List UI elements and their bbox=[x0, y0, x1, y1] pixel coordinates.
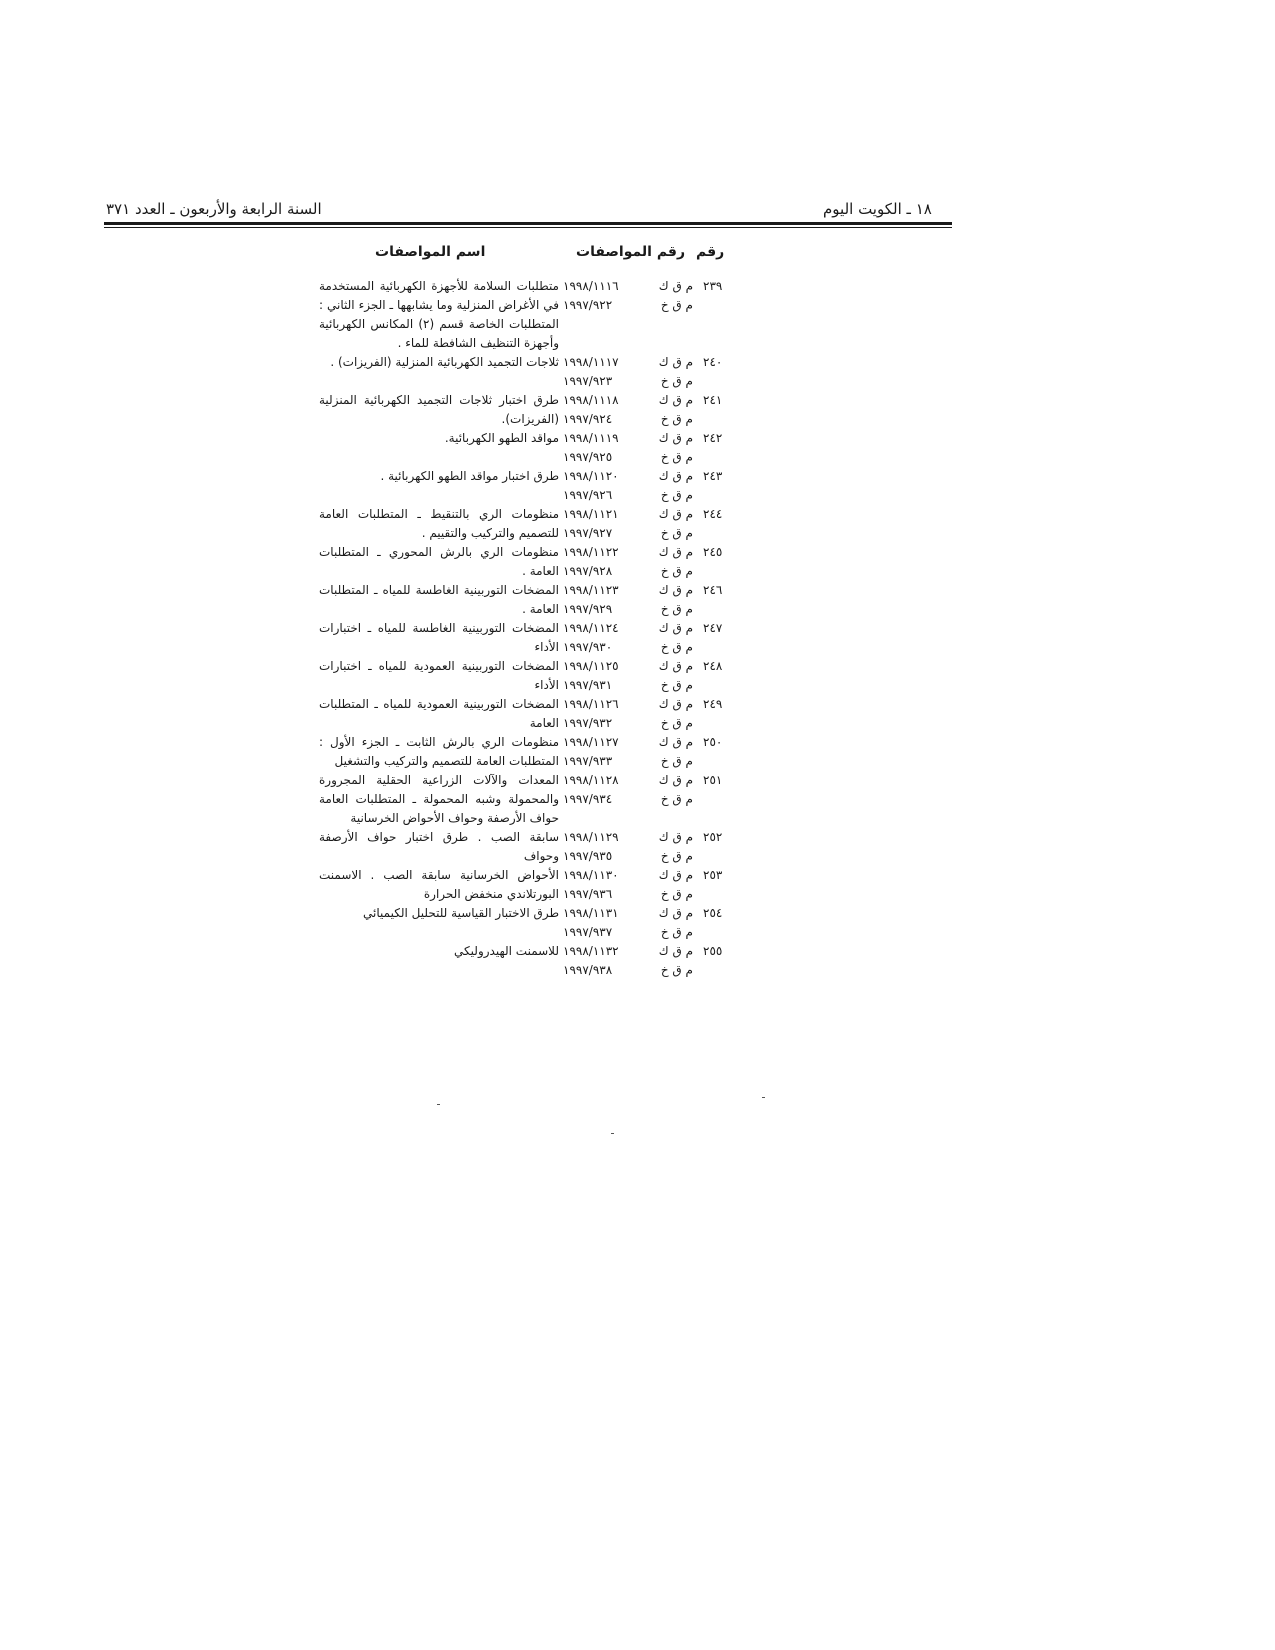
spec-entry bbox=[0, 828, 1275, 866]
entry-number: ٢٤٨ bbox=[703, 659, 723, 673]
code-prefix: م ق خ bbox=[660, 488, 693, 502]
code-prefix: م ق خ bbox=[660, 963, 693, 977]
code-value: ١٩٩٧/٩٣١ bbox=[563, 678, 613, 692]
code-prefix: م ق خ bbox=[660, 849, 693, 863]
spec-entry bbox=[0, 277, 1275, 353]
entry-number: ٢٥٢ bbox=[703, 830, 723, 844]
code-prefix: م ق ك bbox=[658, 621, 693, 635]
code-value: ١٩٩٧/٩٣٧ bbox=[563, 925, 613, 939]
code-value: ١٩٩٨/١١١٩ bbox=[563, 431, 619, 445]
code-prefix: م ق ك bbox=[658, 469, 693, 483]
entry-description: المضخات التوربينية الغاطسة للمياه ـ المتطلبات العامة . bbox=[319, 583, 559, 616]
entry-description: منظومات الري بالرش الثابت ـ الجزء الأول : المتطلبات العامة للتصميم والتركيب والتشغيل bbox=[319, 735, 559, 768]
entry-description: المضخات التوربينية العمودية للمياه ـ اختبارات الأداء bbox=[319, 659, 559, 692]
entry-description: مواقد الطهو الكهربائية. bbox=[444, 431, 559, 445]
entry-number: ٢٤٩ bbox=[703, 697, 723, 711]
code-line bbox=[563, 467, 693, 486]
spec-entry bbox=[0, 581, 1275, 619]
code-value: ١٩٩٧/٩٣٥ bbox=[563, 849, 613, 863]
code-line bbox=[563, 885, 693, 904]
code-line bbox=[563, 581, 693, 600]
code-line bbox=[563, 904, 693, 923]
code-value: ١٩٩٧/٩٢٤ bbox=[563, 412, 613, 426]
code-line bbox=[563, 543, 693, 562]
code-prefix: م ق ك bbox=[658, 830, 693, 844]
code-value: ١٩٩٧/٩٢٦ bbox=[563, 488, 613, 502]
entry-description: المضخات التوربينية العمودية للمياه ـ المتطلبات العامة bbox=[319, 697, 559, 730]
entry-number: ٢٥٥ bbox=[703, 944, 723, 958]
entry-codes bbox=[563, 657, 693, 695]
code-line bbox=[563, 505, 693, 524]
code-line bbox=[563, 429, 693, 448]
code-prefix: م ق ك bbox=[658, 697, 693, 711]
code-prefix: م ق ك bbox=[658, 583, 693, 597]
code-line bbox=[563, 847, 693, 866]
code-value: ١٩٩٨/١١٢٩ bbox=[563, 830, 619, 844]
spec-entry bbox=[0, 353, 1275, 391]
code-value: ١٩٩٨/١١٢٣ bbox=[563, 583, 619, 597]
code-prefix: م ق خ bbox=[660, 754, 693, 768]
code-prefix: م ق ك bbox=[658, 393, 693, 407]
code-value: ١٩٩٨/١١٢٢ bbox=[563, 545, 619, 559]
entry-description: سابقة الصب . طرق اختبار حواف الأرصفة وحواف bbox=[319, 830, 559, 863]
code-prefix: م ق ك bbox=[658, 507, 693, 521]
code-value: ١٩٩٧/٩٣٠ bbox=[563, 640, 613, 654]
code-line bbox=[563, 942, 693, 961]
code-line bbox=[563, 600, 693, 619]
code-value: ١٩٩٨/١١١٧ bbox=[563, 355, 619, 369]
code-line bbox=[563, 828, 693, 847]
code-value: ١٩٩٨/١١١٨ bbox=[563, 393, 619, 407]
code-value: ١٩٩٨/١١٢٨ bbox=[563, 773, 619, 787]
entry-description: منظومات الري بالتنقيط ـ المتطلبات العامة للتصميم والتركيب والتقييم . bbox=[319, 507, 559, 540]
code-prefix: م ق خ bbox=[660, 640, 693, 654]
code-value: ١٩٩٨/١١٢٤ bbox=[563, 621, 619, 635]
entry-description: طرق اختبار ثلاجات التجميد الكهربائية المنزلية (الفريزات). bbox=[319, 393, 559, 426]
code-line bbox=[563, 296, 693, 315]
header-rule-thin bbox=[104, 227, 952, 228]
entry-number: ٢٣٩ bbox=[703, 279, 723, 293]
code-prefix: م ق ك bbox=[658, 431, 693, 445]
header-rule-thick bbox=[104, 222, 952, 225]
entry-description: للاسمنت الهيدروليكي bbox=[454, 944, 559, 958]
code-value: ١٩٩٧/٩٢٥ bbox=[563, 450, 613, 464]
code-value: ١٩٩٨/١١٢٥ bbox=[563, 659, 619, 673]
spec-entry bbox=[0, 505, 1275, 543]
entry-number: ٢٤٧ bbox=[703, 621, 723, 635]
spec-entry bbox=[0, 904, 1275, 942]
code-line bbox=[563, 752, 693, 771]
entry-number: ٢٥١ bbox=[703, 773, 723, 787]
code-line bbox=[563, 562, 693, 581]
code-prefix: م ق خ bbox=[660, 792, 693, 806]
entry-codes bbox=[563, 505, 693, 543]
entry-codes bbox=[563, 429, 693, 467]
code-value: ١٩٩٨/١١٣٢ bbox=[563, 944, 619, 958]
entry-description: طرق الاختبار القياسية للتحليل الكيميائي bbox=[363, 906, 559, 920]
entry-description: الأحواض الخرسانية سابقة الصب . الاسمنت البورتلاندي منخفض الحرارة bbox=[319, 868, 559, 901]
entry-number: ٢٥٣ bbox=[703, 868, 723, 882]
code-line bbox=[563, 771, 693, 790]
column-header-spec-name: اسم المواصفات bbox=[375, 244, 486, 260]
code-prefix: م ق ك bbox=[658, 279, 693, 293]
code-prefix: م ق خ bbox=[660, 887, 693, 901]
entry-codes bbox=[563, 828, 693, 866]
entry-number: ٢٤٠ bbox=[703, 355, 723, 369]
code-value: ١٩٩٧/٩٣٨ bbox=[563, 963, 613, 977]
code-line bbox=[563, 695, 693, 714]
code-line bbox=[563, 676, 693, 695]
code-value: ١٩٩٧/٩٣٣ bbox=[563, 754, 613, 768]
code-value: ١٩٩٨/١١١٦ bbox=[563, 279, 619, 293]
spec-entry bbox=[0, 733, 1275, 771]
code-line bbox=[563, 353, 693, 372]
spec-entry bbox=[0, 619, 1275, 657]
code-value: ١٩٩٧/٩٢٣ bbox=[563, 374, 613, 388]
code-prefix: م ق ك bbox=[658, 944, 693, 958]
code-line bbox=[563, 277, 693, 296]
code-value: ١٩٩٧/٩٢٨ bbox=[563, 564, 613, 578]
page-header-right: ١٨ ـ الكويت اليوم bbox=[823, 200, 932, 218]
code-prefix: م ق ك bbox=[658, 545, 693, 559]
entry-codes bbox=[563, 866, 693, 904]
spec-entry bbox=[0, 866, 1275, 904]
spec-entry bbox=[0, 657, 1275, 695]
code-line bbox=[563, 714, 693, 733]
code-line bbox=[563, 790, 693, 809]
code-value: ١٩٩٨/١١٢٦ bbox=[563, 697, 619, 711]
spec-entry bbox=[0, 543, 1275, 581]
code-value: ١٩٩٨/١١٢٧ bbox=[563, 735, 619, 749]
code-prefix: م ق ك bbox=[658, 773, 693, 787]
code-value: ١٩٩٧/٩٢٩ bbox=[563, 602, 613, 616]
code-value: ١٩٩٨/١١٢١ bbox=[563, 507, 619, 521]
code-prefix: م ق ك bbox=[658, 659, 693, 673]
code-prefix: م ق خ bbox=[660, 602, 693, 616]
entry-codes bbox=[563, 619, 693, 657]
entry-codes bbox=[563, 467, 693, 505]
entry-description: منظومات الري بالرش المحوري ـ المتطلبات العامة . bbox=[319, 545, 559, 578]
code-line bbox=[563, 961, 693, 980]
entry-codes bbox=[563, 277, 693, 353]
entry-number: ٢٥٤ bbox=[703, 906, 723, 920]
code-value: ١٩٩٧/٩٣٤ bbox=[563, 792, 613, 806]
code-line bbox=[563, 372, 693, 391]
code-prefix: م ق خ bbox=[660, 564, 693, 578]
entry-number: ٢٤٦ bbox=[703, 583, 723, 597]
entry-description: ثلاجات التجميد الكهربائية المنزلية (الفريزات) . bbox=[330, 355, 559, 369]
code-prefix: م ق خ bbox=[660, 678, 693, 692]
code-prefix: م ق ك bbox=[658, 735, 693, 749]
code-prefix: م ق خ bbox=[660, 412, 693, 426]
entry-number: ٢٤١ bbox=[703, 393, 723, 407]
entry-codes bbox=[563, 353, 693, 391]
entry-description: المعدات والآلات الزراعية الحقلية المجرورة والمحمولة وشبه المحمولة ـ المتطلبات العامة حواف الأرصفة وحواف الأحواض الخرسانية bbox=[319, 773, 559, 825]
code-value: ١٩٩٧/٩٣٢ bbox=[563, 716, 613, 730]
entry-codes bbox=[563, 733, 693, 771]
code-prefix: م ق ك bbox=[658, 355, 693, 369]
code-line bbox=[563, 923, 693, 942]
scan-speck bbox=[437, 1104, 440, 1105]
entry-number: ٢٤٢ bbox=[703, 431, 723, 445]
entry-number: ٢٥٠ bbox=[703, 735, 723, 749]
spec-entry bbox=[0, 942, 1275, 980]
code-line bbox=[563, 486, 693, 505]
code-line bbox=[563, 524, 693, 543]
entry-codes bbox=[563, 942, 693, 980]
code-prefix: م ق خ bbox=[660, 925, 693, 939]
entry-codes bbox=[563, 391, 693, 429]
entry-codes bbox=[563, 771, 693, 828]
code-value: ١٩٩٧/٩٣٦ bbox=[563, 887, 613, 901]
code-line bbox=[563, 448, 693, 467]
code-value: ١٩٩٧/٩٢٢ bbox=[563, 298, 613, 312]
entry-description: متطلبات السلامة للأجهزة الكهربائية المستخدمة في الأغراض المنزلية وما يشابهها ـ الجزء الثاني : المتطلبات الخاصة قسم (٢) المكانس الكهربائية وأجهزة التنظيف الشافطة للماء . bbox=[319, 279, 559, 350]
page-header-left: السنة الرابعة والأربعون ـ العدد ٣٧١ bbox=[106, 200, 322, 218]
code-prefix: م ق خ bbox=[660, 298, 693, 312]
code-line bbox=[563, 866, 693, 885]
entry-number: ٢٤٣ bbox=[703, 469, 723, 483]
code-prefix: م ق ك bbox=[658, 868, 693, 882]
code-line bbox=[563, 391, 693, 410]
scan-speck bbox=[611, 1133, 614, 1134]
scan-speck bbox=[762, 1097, 765, 1098]
code-line bbox=[563, 657, 693, 676]
code-prefix: م ق خ bbox=[660, 716, 693, 730]
spec-entry bbox=[0, 467, 1275, 505]
spec-entry bbox=[0, 695, 1275, 733]
spec-entry bbox=[0, 391, 1275, 429]
code-prefix: م ق ك bbox=[658, 906, 693, 920]
spec-entry bbox=[0, 771, 1275, 828]
entry-codes bbox=[563, 904, 693, 942]
entry-codes bbox=[563, 581, 693, 619]
code-value: ١٩٩٨/١١٣١ bbox=[563, 906, 619, 920]
code-line bbox=[563, 638, 693, 657]
entry-description: طرق اختبار مواقد الطهو الكهربائية . bbox=[380, 469, 559, 483]
code-line bbox=[563, 619, 693, 638]
code-value: ١٩٩٨/١١٣٠ bbox=[563, 868, 619, 882]
code-prefix: م ق خ bbox=[660, 450, 693, 464]
spec-list bbox=[0, 277, 1275, 980]
entry-codes bbox=[563, 695, 693, 733]
code-line bbox=[563, 733, 693, 752]
entry-description: المضخات التوربينية الغاطسة للمياه ـ اختبارات الأداء bbox=[319, 621, 559, 654]
code-value: ١٩٩٧/٩٢٧ bbox=[563, 526, 613, 540]
entry-number: ٢٤٥ bbox=[703, 545, 723, 559]
code-line bbox=[563, 410, 693, 429]
column-header-number: رقم bbox=[696, 244, 725, 260]
entry-number: ٢٤٤ bbox=[703, 507, 723, 521]
code-value: ١٩٩٨/١١٢٠ bbox=[563, 469, 619, 483]
code-prefix: م ق خ bbox=[660, 526, 693, 540]
spec-entry bbox=[0, 429, 1275, 467]
entry-codes bbox=[563, 543, 693, 581]
column-header-spec-number: رقم المواصفات bbox=[576, 244, 686, 260]
code-prefix: م ق خ bbox=[660, 374, 693, 388]
